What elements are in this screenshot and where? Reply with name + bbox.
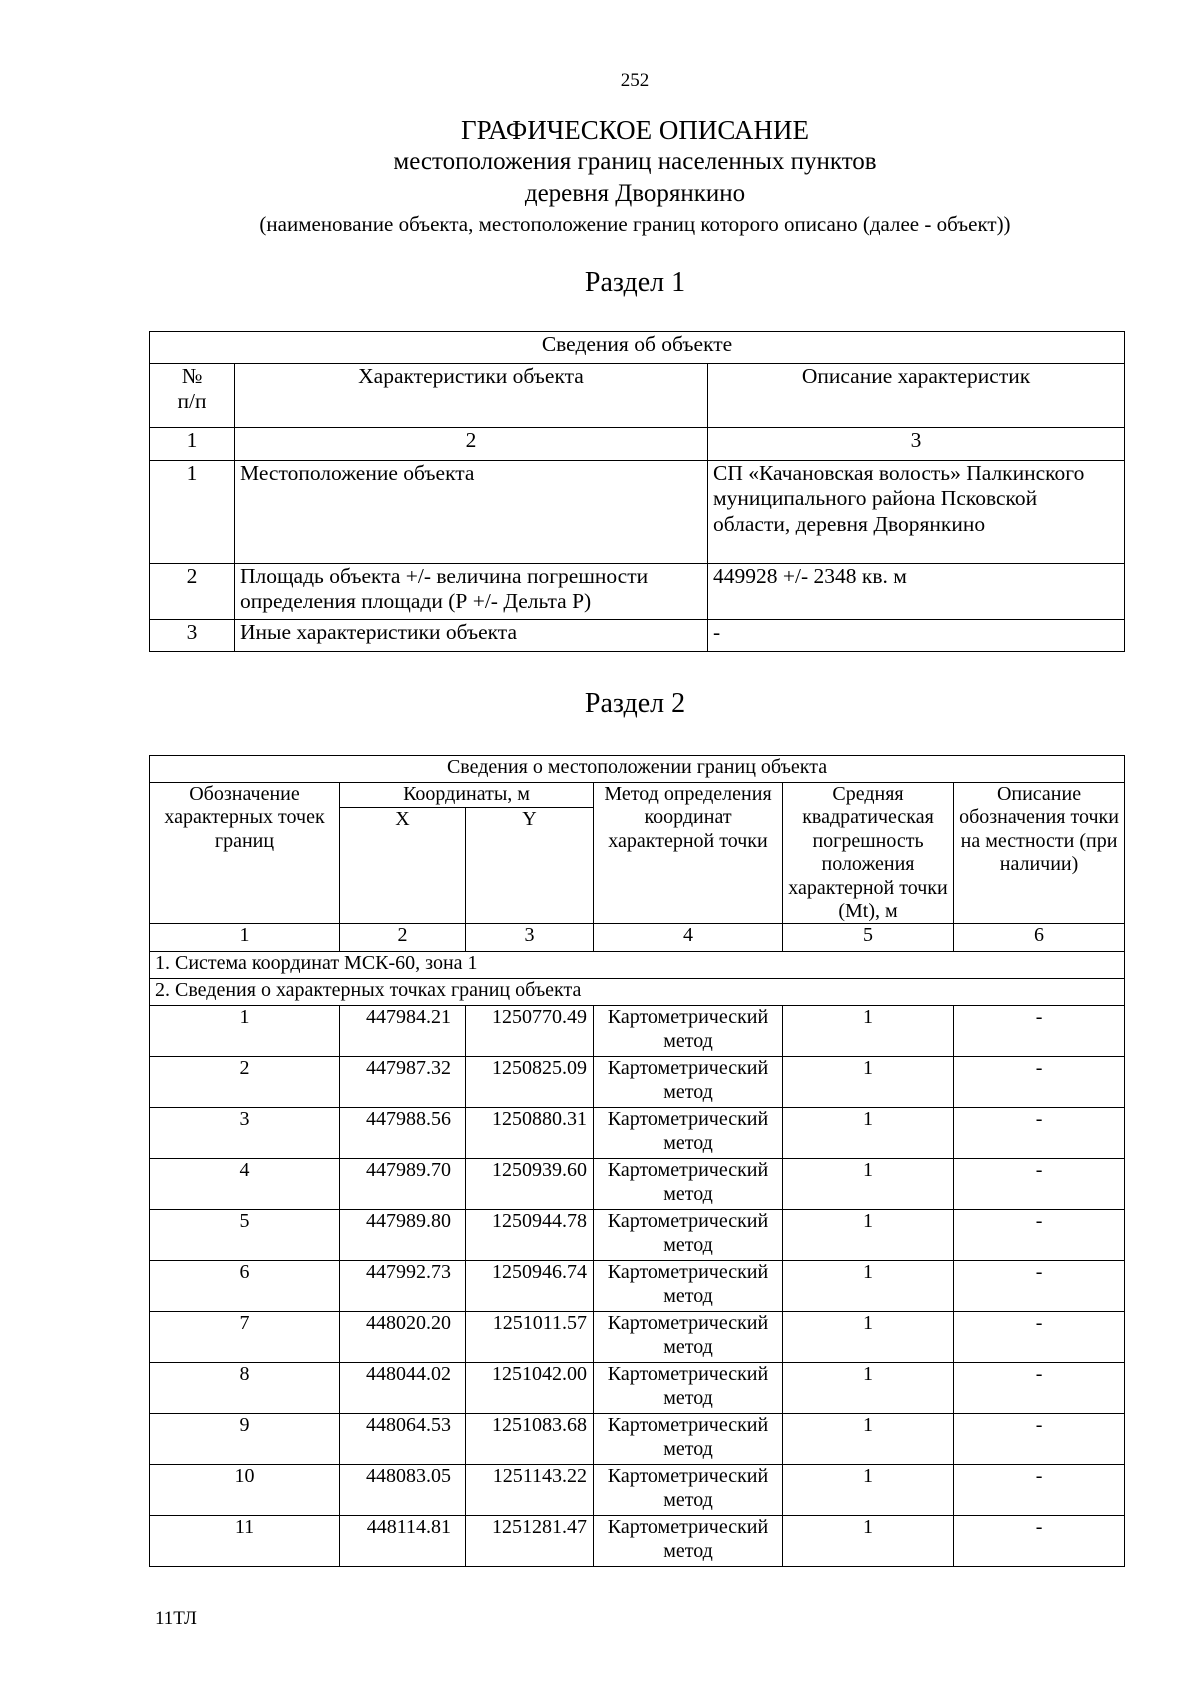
column-number: 3 [708, 428, 1125, 461]
table-row [150, 461, 1125, 564]
point-id: 11 [150, 1516, 340, 1567]
point-id: 8 [150, 1363, 340, 1414]
column-number: 5 [783, 924, 954, 952]
table-row [150, 1516, 1125, 1567]
header-x: X [340, 808, 466, 924]
row-number: 2 [150, 564, 235, 620]
coord-y: 1250944.78 [466, 1210, 594, 1261]
table-row [150, 1261, 1125, 1312]
coord-x: 448114.81 [340, 1516, 466, 1567]
page-number: 252 [620, 70, 650, 91]
coordinate-system: 1. Система координат МСК-60, зона 1 [150, 952, 1125, 979]
table-row [150, 1210, 1125, 1261]
coord-y: 1250770.49 [466, 1006, 594, 1057]
coord-y: 1251042.00 [466, 1363, 594, 1414]
point-error: 1 [783, 1261, 954, 1312]
coord-y: 1251281.47 [466, 1516, 594, 1567]
point-description: - [954, 1006, 1125, 1057]
point-method: Картометрический метод [594, 1210, 783, 1261]
point-id: 6 [150, 1261, 340, 1312]
column-number: 1 [150, 924, 340, 952]
coord-x: 447984.21 [340, 1006, 466, 1057]
table-row [150, 1414, 1125, 1465]
point-error: 1 [783, 1006, 954, 1057]
point-description: - [954, 1057, 1125, 1108]
object-name-note: (наименование объекта, местоположение границ которого описано (далее - объект)) [259, 212, 1011, 236]
point-description: - [954, 1414, 1125, 1465]
column-number: 1 [150, 428, 235, 461]
point-error: 1 [783, 1465, 954, 1516]
points-caption: 2. Сведения о характерных точках границ объекта [150, 979, 1125, 1006]
coord-x: 447989.70 [340, 1159, 466, 1210]
coord-y: 1251083.68 [466, 1414, 594, 1465]
column-number: 2 [340, 924, 466, 952]
row-number: 3 [150, 620, 235, 652]
row-description: - [708, 620, 1125, 652]
point-id: 3 [150, 1108, 340, 1159]
coord-x: 448044.02 [340, 1363, 466, 1414]
coord-y: 1251143.22 [466, 1465, 594, 1516]
point-description: - [954, 1363, 1125, 1414]
point-id: 9 [150, 1414, 340, 1465]
point-error: 1 [783, 1108, 954, 1159]
header-number: № п/п [150, 364, 235, 428]
coord-x: 447992.73 [340, 1261, 466, 1312]
point-method: Картометрический метод [594, 1363, 783, 1414]
coord-y: 1250825.09 [466, 1057, 594, 1108]
coord-y: 1250939.60 [466, 1159, 594, 1210]
table-row [150, 1159, 1125, 1210]
point-error: 1 [783, 1159, 954, 1210]
row-description: СП «Качановская волость» Палкинского муниципального района Псковской области, деревня Дворянкино [708, 461, 1125, 564]
table-row [150, 1108, 1125, 1159]
document-subtitle: местоположения границ населенных пунктов [393, 148, 877, 175]
point-error: 1 [783, 1312, 954, 1363]
point-description: - [954, 1159, 1125, 1210]
point-description: - [954, 1108, 1125, 1159]
column-number: 4 [594, 924, 783, 952]
point-error: 1 [783, 1414, 954, 1465]
point-id: 10 [150, 1465, 340, 1516]
point-method: Картометрический метод [594, 1057, 783, 1108]
row-number: 1 [150, 461, 235, 564]
point-id: 2 [150, 1057, 340, 1108]
point-id: 1 [150, 1006, 340, 1057]
footer-code: 11ТЛ [155, 1608, 197, 1629]
column-number: 2 [235, 428, 708, 461]
header-characteristics: Характеристики объекта [235, 364, 708, 428]
coord-y: 1250880.31 [466, 1108, 594, 1159]
object-name: деревня Дворянкино [524, 180, 746, 207]
table-row [150, 620, 1125, 652]
column-number: 6 [954, 924, 1125, 952]
coord-y: 1250946.74 [466, 1261, 594, 1312]
table-caption: Сведения о местоположении границ объекта [150, 756, 1125, 783]
point-method: Картометрический метод [594, 1414, 783, 1465]
point-description: - [954, 1261, 1125, 1312]
coord-x: 447989.80 [340, 1210, 466, 1261]
table-row [150, 1363, 1125, 1414]
coord-y: 1251011.57 [466, 1312, 594, 1363]
point-error: 1 [783, 1210, 954, 1261]
row-description: 449928 +/- 2348 кв. м [708, 564, 1125, 620]
column-number: 3 [466, 924, 594, 952]
point-method: Картометрический метод [594, 1516, 783, 1567]
point-error: 1 [783, 1363, 954, 1414]
row-characteristic: Иные характеристики объекта [235, 620, 708, 652]
point-description: - [954, 1465, 1125, 1516]
coord-x: 447987.32 [340, 1057, 466, 1108]
point-method: Картометрический метод [594, 1108, 783, 1159]
header-method: Метод определения координат характерной точки [594, 783, 783, 924]
header-description: Описание обозначения точки на местности (при наличии) [954, 783, 1125, 924]
header-error: Средняя квадратическая погрешность положения характерной точки (Mt), м [783, 783, 954, 924]
table-caption: Сведения об объекте [150, 332, 1125, 364]
header-coordinates: Координаты, м [340, 783, 594, 808]
table-row [150, 1465, 1125, 1516]
coord-x: 448020.20 [340, 1312, 466, 1363]
point-id: 4 [150, 1159, 340, 1210]
point-method: Картометрический метод [594, 1261, 783, 1312]
header-description: Описание характеристик [708, 364, 1125, 428]
object-info-table [149, 331, 1125, 652]
section-2-title: Раздел 2 [584, 688, 686, 719]
header-y: Y [466, 808, 594, 924]
point-method: Картометрический метод [594, 1465, 783, 1516]
header-points: Обозначение характерных точек границ [150, 783, 340, 924]
point-error: 1 [783, 1516, 954, 1567]
point-description: - [954, 1210, 1125, 1261]
point-method: Картометрический метод [594, 1006, 783, 1057]
table-row [150, 564, 1125, 620]
boundary-points-table [149, 755, 1125, 1567]
point-description: - [954, 1516, 1125, 1567]
coord-x: 448064.53 [340, 1414, 466, 1465]
section-1-title: Раздел 1 [584, 267, 686, 298]
point-id: 7 [150, 1312, 340, 1363]
point-description: - [954, 1312, 1125, 1363]
table-row [150, 1006, 1125, 1057]
row-characteristic: Местоположение объекта [235, 461, 708, 564]
table-row [150, 1057, 1125, 1108]
point-method: Картометрический метод [594, 1159, 783, 1210]
point-error: 1 [783, 1057, 954, 1108]
points-body [150, 1006, 1125, 1567]
coord-x: 448083.05 [340, 1465, 466, 1516]
document-title: ГРАФИЧЕСКОЕ ОПИСАНИЕ [460, 115, 810, 145]
table-row [150, 1312, 1125, 1363]
row-characteristic: Площадь объекта +/- величина погрешности определения площади (Р +/- Дельта Р) [235, 564, 708, 620]
point-method: Картометрический метод [594, 1312, 783, 1363]
point-id: 5 [150, 1210, 340, 1261]
coord-x: 447988.56 [340, 1108, 466, 1159]
